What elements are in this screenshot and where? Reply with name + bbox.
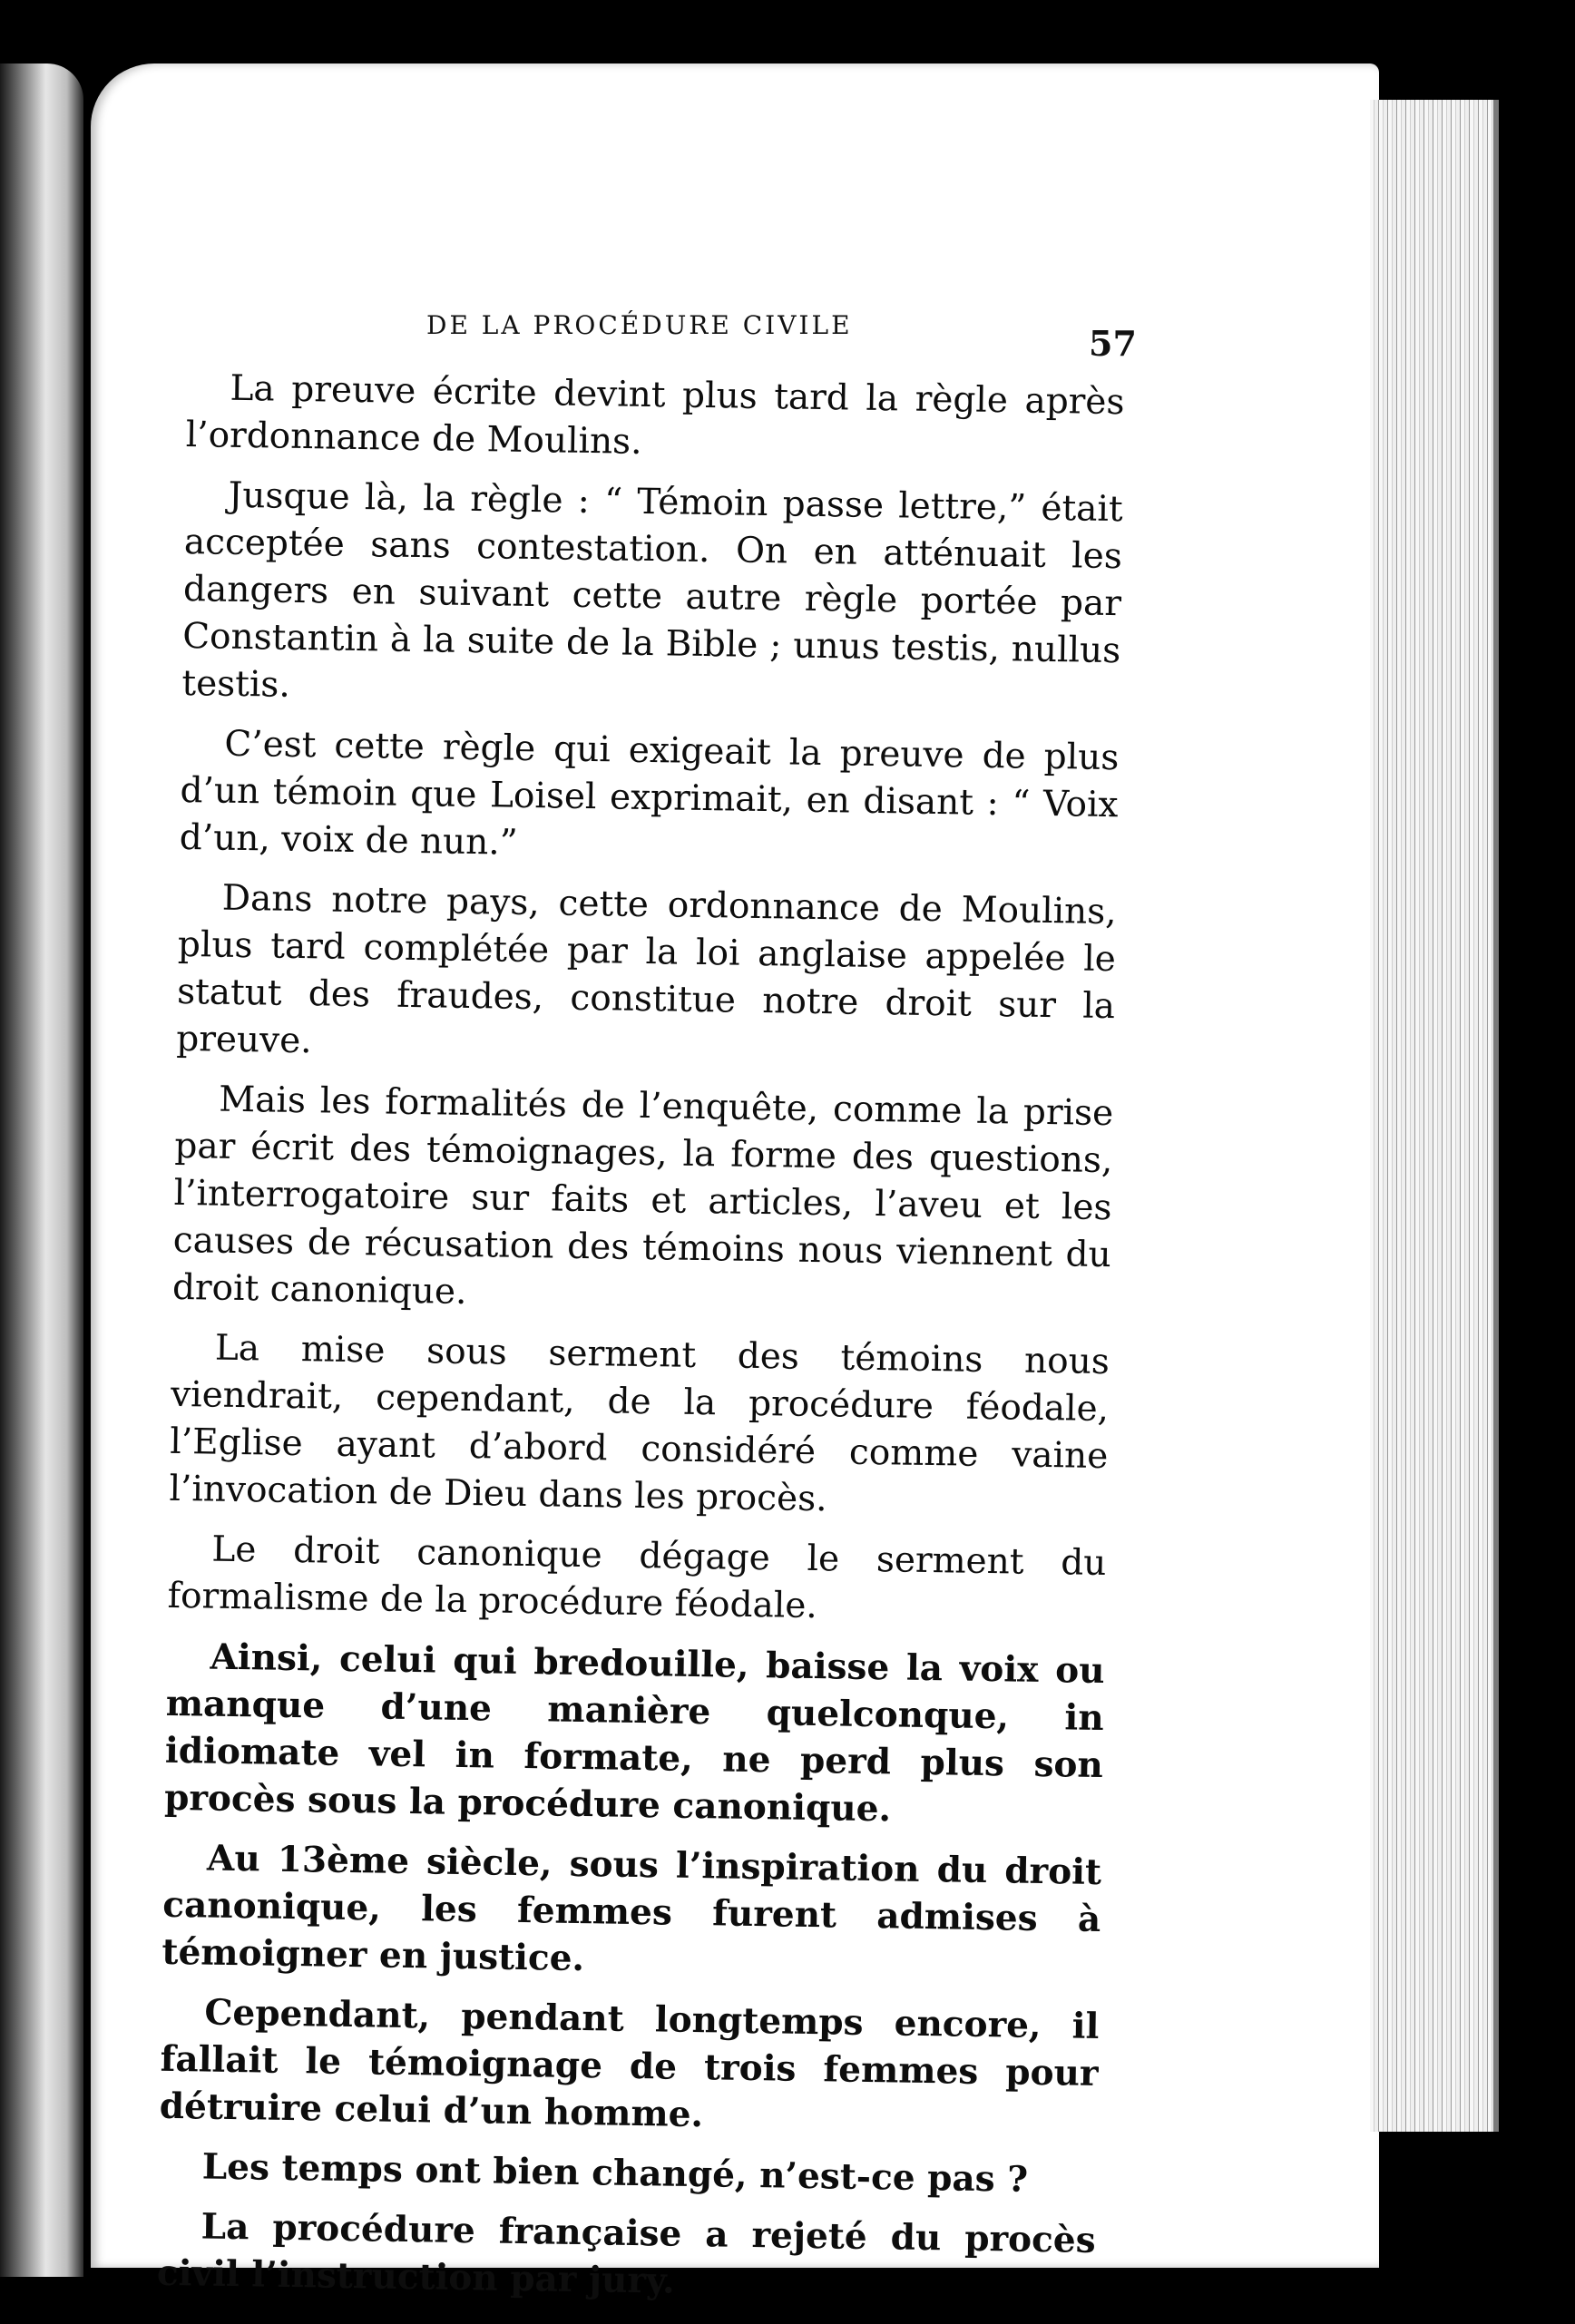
facing-page-edge xyxy=(0,63,83,2277)
paragraph: Cependant, pendant longtemps encore, il fallait le témoignage de trois femmes pour détruire celui d’un homme. xyxy=(159,1991,1100,2136)
page-number: 57 xyxy=(1089,323,1137,364)
paragraph: Jusque là, la règle : “ Témoin passe lettre,” était acceptée sans contestation. On en atténuait les dangers en suivant cette autre règle portée par Constantin à la suite de la Bible ; unus testis, nullus testis. xyxy=(181,474,1123,706)
paragraph: Ainsi, celui qui bredouille, baisse la voix ou manque d’une manière quelconque, in idiomate vel in formate, ne perd plus son procès sous la procédure canonique. xyxy=(163,1636,1105,1831)
paragraph: Le droit canonique dégage le serment du formalisme de la procédure féodale. xyxy=(167,1528,1107,1627)
paragraph: C’est cette règle qui exigeait la preuve de plus d’un témoin que Loisel exprimait, en disant : “ Voix d’un, voix de nun.” xyxy=(179,723,1120,864)
paragraph: Mais les formalités de l’enquête, comme la prise par écrit des témoignages, la forme des questions, l’interrogatoire sur faits et articles, l’aveu et les causes de récusation des témoins nous viennent du droit canonique. xyxy=(171,1079,1114,1313)
running-title: DE LA PROCÉDURE CIVILE xyxy=(426,310,853,340)
paragraph: La procédure française a rejeté du procès civil l’instruction par jury. xyxy=(156,2205,1097,2302)
paragraph: Dans notre pays, cette ordonnance de Moulins, plus tard complétée par la loi anglaise appelée le statut des fraudes, constitue notre droit sur la preuve. xyxy=(175,877,1117,1062)
paragraph: Les temps ont bien changé, n’est-ce pas ? xyxy=(201,2145,1029,2201)
paragraph: La preuve écrite devint plus tard la règle après l’ordonnance de Moulins. xyxy=(185,367,1125,463)
body-text xyxy=(156,365,1125,2324)
paragraph: Au 13ème siècle, sous l’inspiration du droit canonique, les femmes furent admises à témoigner en justice. xyxy=(161,1837,1102,1980)
paragraph: La mise sous serment des témoins nous viendrait, cependant, de la procédure féodale, l’Eglise ayant d’abord considéré comme vaine l’invocation de Dieu dans les procès. xyxy=(169,1327,1110,1520)
page-stack-edge xyxy=(1370,100,1499,2132)
